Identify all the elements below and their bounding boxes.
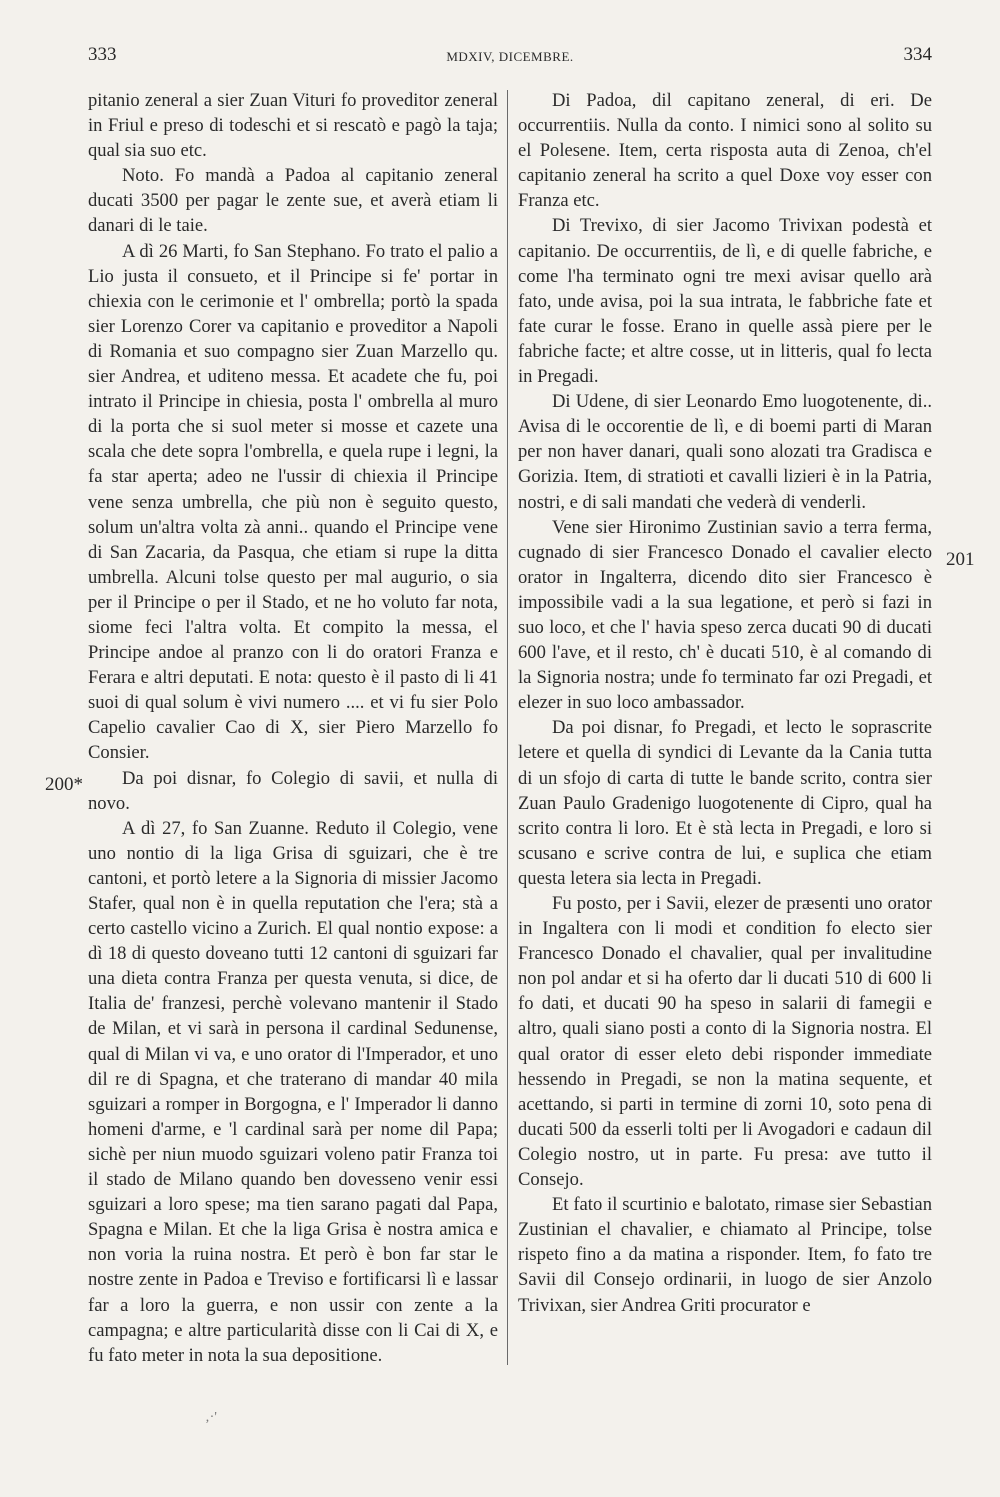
- page-header: [88, 44, 932, 74]
- paragraph: Da poi disnar, fo Colegio di savii, et nulla di novo.: [88, 767, 498, 814]
- left-page-number: 333: [88, 44, 117, 65]
- paragraph: A dì 27, fo San Zuanne. Reduto il Colegio, vene uno nontio di la liga Grisa di sguizari, che è tre cantoni, et portò letere a la Signoria di missier Jacomo Stafer, qual non è in quella reputation che l'era; stà a certo castello vicino a Zurich. El qual nontio expose: a dì 18 di questo doveano tutti 12 cantoni di sguizari far una dieta contra Franza per questa venuta, si dice, de Italia de' franzesi, perchè volevano mantenir il Stado de Milan, et vi sarà in persona il cardinal Sedunense, qual di Milan vi va, e uno orator di l'Imperador, et uno dil re di Spagna, et che traterano di mandar 40 mila sguizari a romper in Borgogna, e l' Imperador li danno homeni d'arme, e 'l cardinal sarà per nome dil Papa; sichè per niun muodo sguizari voleno patir Franza toi il stado de Milano quando ben dovesseno venir essi sguizari a loro spese; ma tien sarano pagati dal Papa, Spagna e Milan. Et che la liga Grisa è nostra amica e non voria la ruina nostra. Et però è bon far star le nostre zente in Padoa e Treviso e fortificarsi lì e lassar far a loro la guerra, e non ussir con zente a la campagna; e altre particularità disse con li Cai di X, e fu fato meter in nota la sua depositione.: [88, 817, 498, 1366]
- paragraph: Fu posto, per i Savii, elezer de præsenti uno orator in Ingaltera con li modi et condition fo electo sier Francesco Donado el chavalier, qual per invalitudine non pol andar et si ha oferto dar li ducati 510 di 600 li fo dati, et ducati 90 ha speso in salarii di famegii e altro, quali siano posti a conto di la Signoria nostra. El qual orator di esser eleto debi risponder immediate hessendo in Pregadi, se non la matina sequente, et acettando, si parti in termine di zorni 10, soto pena di ducati 500 da esserli tolti per li Avogadori e cadaun dil Colegio nostro, ut in parte. Fu presa: ave tutto il Consejo.: [518, 893, 932, 1191]
- paragraph: Noto. Fo mandà a Padoa al capitanio zeneral ducati 3500 per pagar le zente sue, et averà etiam li danari di le taie.: [88, 165, 498, 237]
- paragraph: A dì 26 Marti, fo San Stephano. Fo trato el palio a Lio justa il consueto, et il Principe si fe' portar in chiexia con le cerimonie et l' ombrella; portò la spada sier Lorenzo Corer va capitanio e proveditor a Napoli di Romania et suo compagno sier Zuan Marzello qu. sier Andrea, et uditeno messa. Et acadete che fu, poi intrato il Principe in chiesia, posta l' ombrella al muro di la porta che si suol meter si mosse et cazete una scala che dete sopra l'ombrella, e quela rupe i legni, la fa star aperta; adeo ne l'ussir di chiexia il Principe vene senza umbrella, che più non è seguito questo, solum un'altra volta zà anni.. quando el Principe vene di San Zacaria, da Pasqua, che etiam si rupe la ditta umbrella. Alcuni tolse questo per mal augurio, o sia per il Principe o per il Stado, et ne ho voluto far nota, siome feci l'altra volta. Et compito la messa, el Principe andoe al pranzo con li do oratori Franza e Ferara e altri deputati. E nota: questo è il pasto di li 41 suoi di qual solum è vivi numero .... et vi fu sier Polo Capelio cavalier Cao di X, sier Piero Marzello fo Consier.: [88, 240, 498, 764]
- paragraph: Di Udene, di sier Leonardo Emo luogotenente, di.. Avisa di le occorentie de lì, e di boemi parti di Maran per non haver danari, quali sono alozati tra Gradisca e Gorizia. Item, di stratioti et cavalli lizieri è in la Patria, nostri, e di sali mandati che vederà di venderli.: [518, 391, 932, 513]
- margin-number-right: 201: [946, 549, 975, 570]
- left-column: [88, 88, 498, 1368]
- paragraph: Di Trevixo, di sier Jacomo Trivixan podestà et capitanio. De occurrentiis, de lì, e di quelle fabriche, e come l'ha terminato ogni tre mexi avisar quello arà fato, unde avisa, poi la sua intrata, le fabbriche fate et fate curar le fosse. Erano in quelle assà piere per le fabriche facte; et altre cosse, ut in litteris, qual fo lecta in Pregadi.: [518, 215, 932, 388]
- paragraph: pitanio zeneral a sier Zuan Vituri fo proveditor zeneral in Friul e preso di todeschi et si rescatò e pagò la taja; qual sia suo etc.: [88, 90, 498, 162]
- paragraph: Da poi disnar, fo Pregadi, et lecto le soprascrite letere et quella di syndici di Levante da la Cania tutta di un sfojo di carta di tutte le bande scrito, contra sier Zuan Paulo Gradenigo luogotenente di Cipro, qual ha scrito contra li loro. Et è stà lecta in Pregadi, e loro si scusano e scrive contra de lui, e suplica che etiam questa letera sia lecta in Pregadi.: [518, 717, 932, 889]
- paragraph: Di Padoa, dil capitano zeneral, di eri. De occurrentiis. Nulla da conto. I nimici sono al solito su el Polesene. Item, certa risposta auta di Zenoa, ch'el capitanio zeneral ha scrito a quel Doxe voy esser con Franza etc.: [518, 90, 932, 212]
- stray-mark: ‚·': [205, 1410, 217, 1425]
- margin-number-left: 200*: [45, 774, 83, 795]
- right-page-number: 334: [903, 44, 932, 65]
- column-divider: [507, 90, 508, 1365]
- paragraph: Vene sier Hironimo Zustinian savio a terra ferma, cugnado di sier Francesco Donado el cavalier electo orator in Ingalterra, dicendo dito sier Francesco è impossibile vadi a la sua legatione, et però si fazi in suo loco, et che l' havia speso zerca ducati 90 di ducati 600 l'ave, et il resto, ch' è ducati 510, è al comando di la Signoria nostra; unde fo terminato far ozi Pregadi, et elezer in suo loco ambassador.: [518, 516, 932, 714]
- running-title: MDXIV, DICEMBRE.: [446, 49, 574, 64]
- paragraph: Et fato il scurtinio e balotato, rimase sier Sebastian Zustinian el chavalier, e chiamato al Principe, tolse rispeto fino a da matina a risponder. Item, fo fato tre Savii dil Consejo ordinarii, in luogo de sier Anzolo Trivixan, sier Andrea Griti procurator e: [518, 1194, 932, 1316]
- right-column: [518, 88, 932, 1318]
